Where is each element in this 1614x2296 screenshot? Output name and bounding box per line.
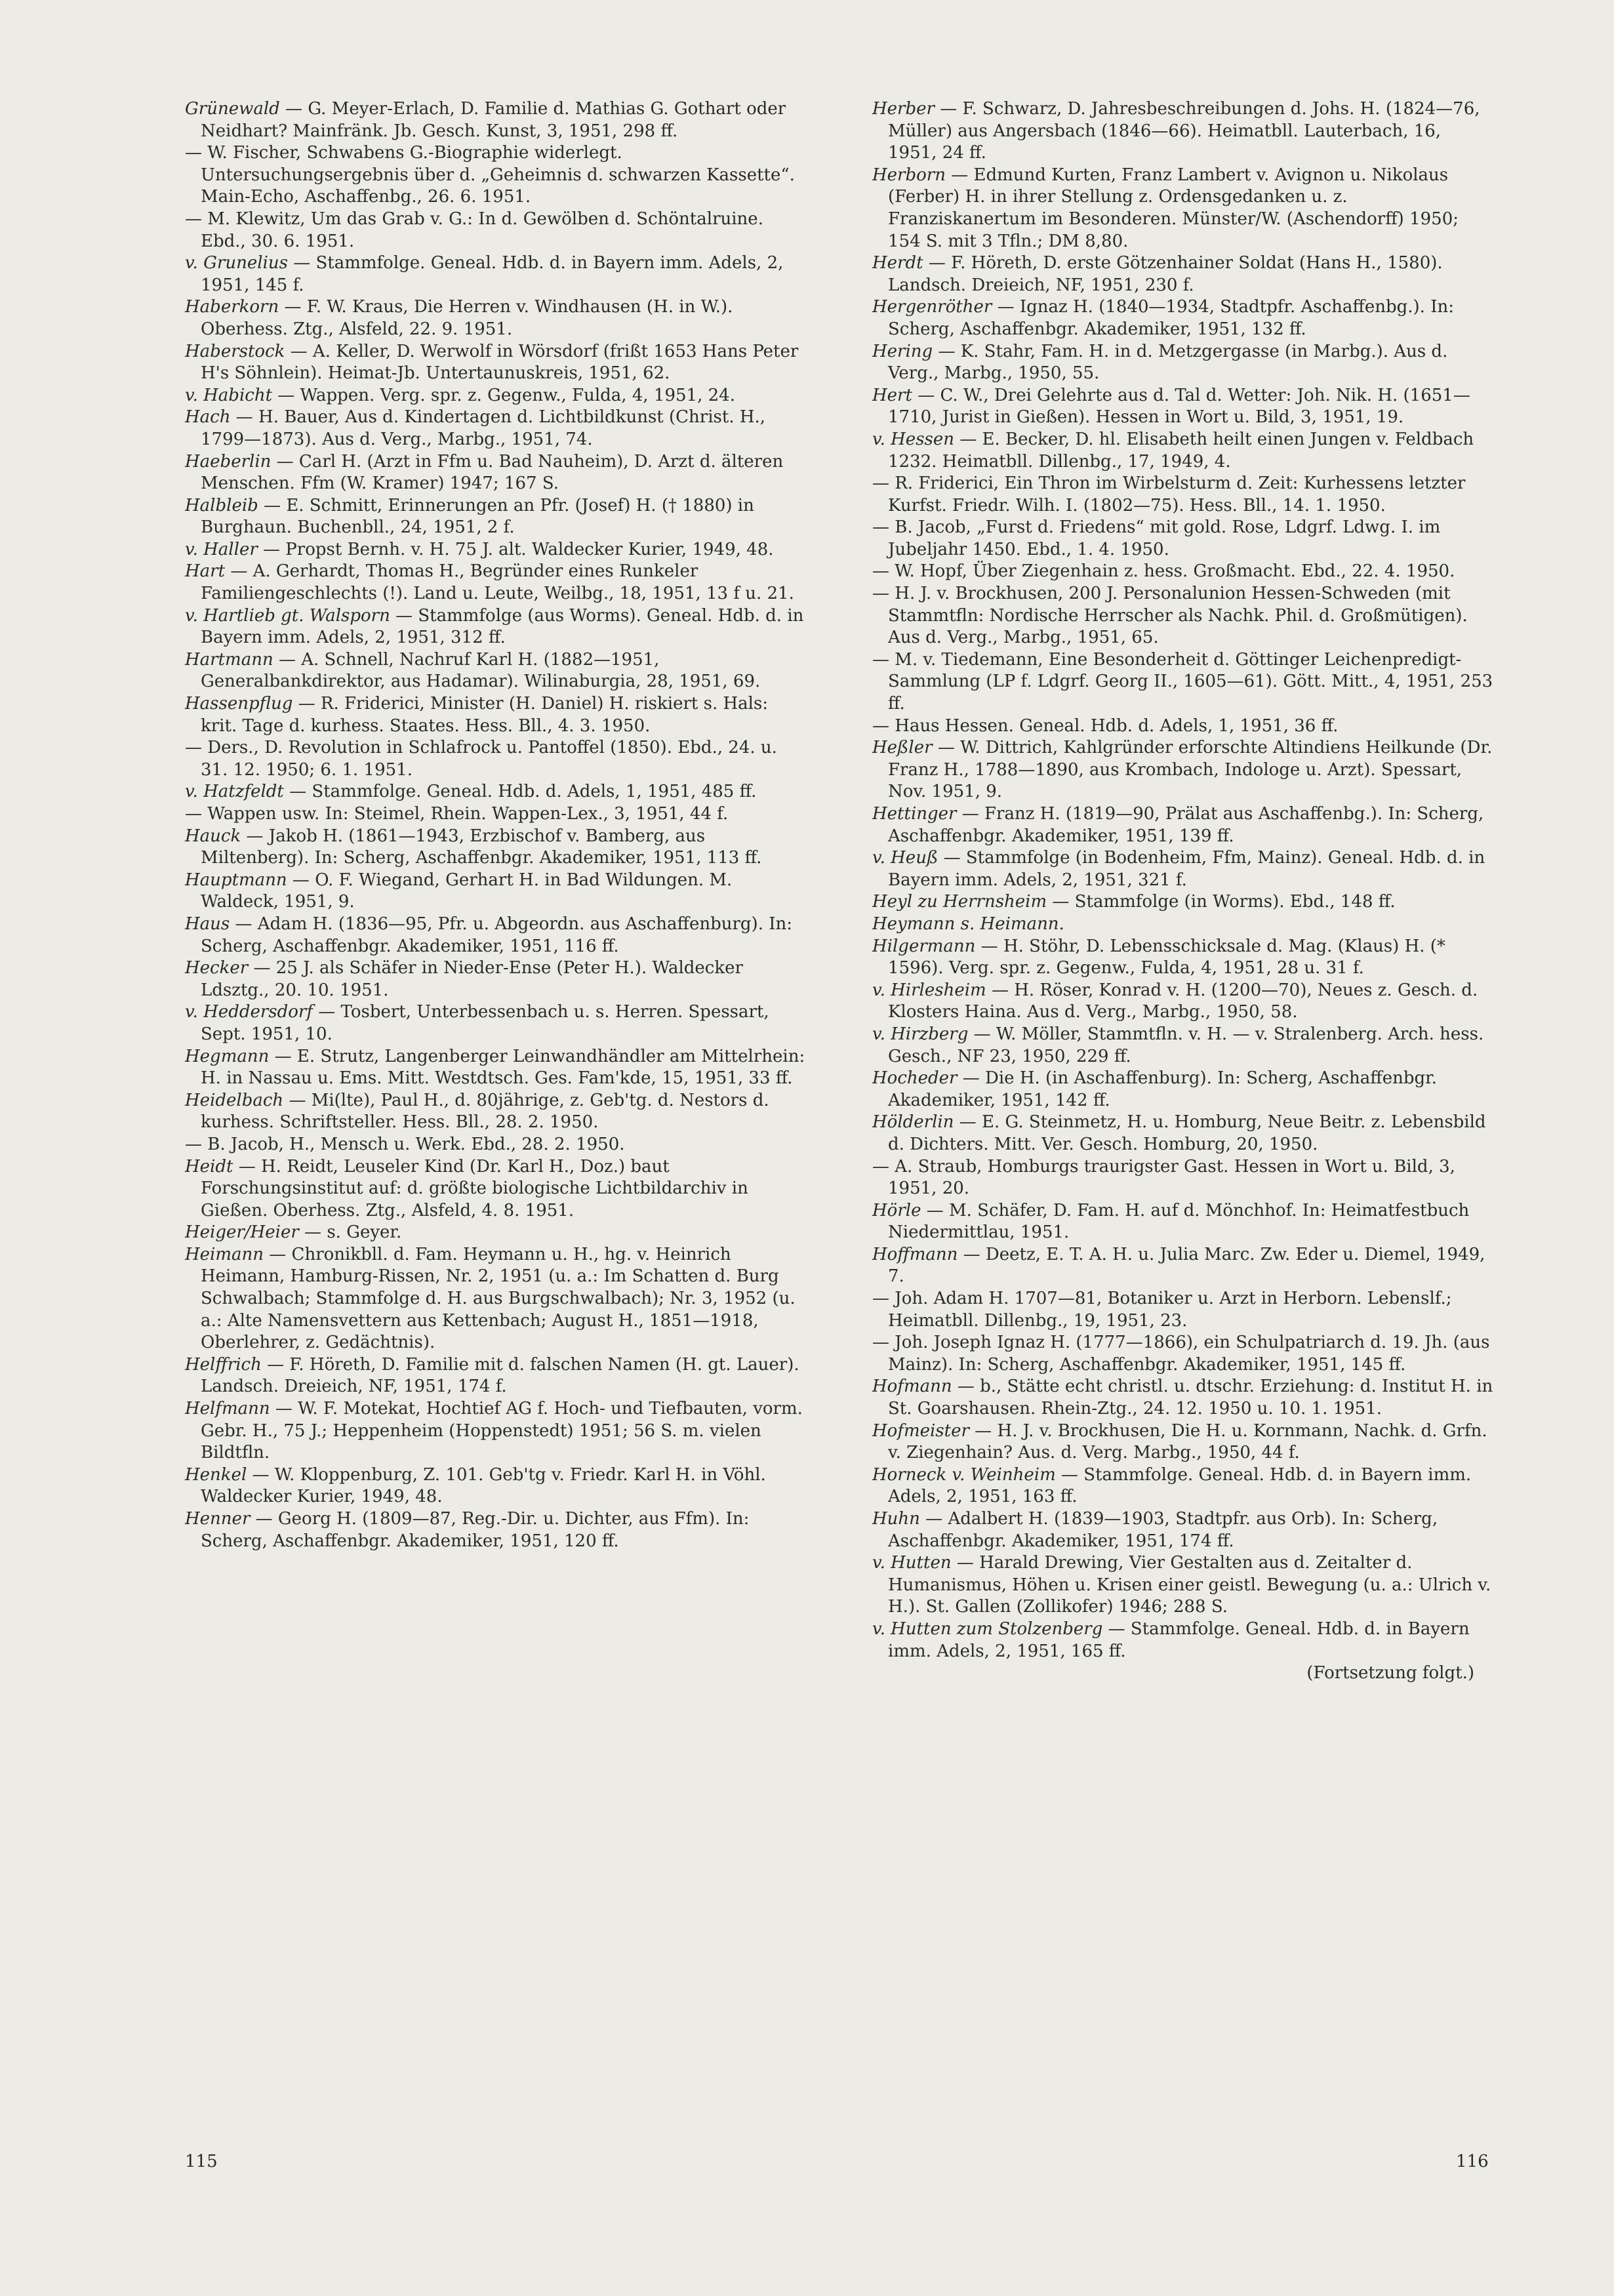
entry-text: — Joh. Joseph Ignaz H. (1777—1866), ein Schulpatriarch d. 19. Jh. (aus Mainz). In: Scherg, Aschaffenbgr. Akademiker, 1951, 145 ff. bbox=[872, 1333, 1490, 1375]
entry-text: — F. Schwarz, D. Jahresbeschreibungen d. Johs. H. (1824—76, Müller) aus Angersbach (1846—66). Heimatbll. Lauterbach, 16, 1951, 24 ff. bbox=[888, 99, 1480, 163]
entry-text: — W. Möller, Stammtfln. v. H. — v. Stralenberg. Arch. hess. Gesch., NF 23, 1950, 229 ff. bbox=[888, 1024, 1484, 1066]
index-entry bbox=[185, 826, 805, 870]
index-entry bbox=[872, 715, 1494, 738]
index-entry bbox=[872, 561, 1494, 583]
entry-heading: Hettinger bbox=[872, 804, 957, 824]
entry-text: — 25 J. als Schäfer in Nieder-Ense (Peter H.). Waldecker Ldsztg., 20. 10. 1951. bbox=[201, 958, 743, 1000]
entry-text: — E. Schmitt, Erinnerungen an Pfr. (Josef) H. († 1880) in Burghaun. Buchenbll., 24, 1951, 2 f. bbox=[201, 495, 754, 538]
index-entry bbox=[872, 583, 1494, 649]
index-entry bbox=[185, 1001, 805, 1045]
entry-heading: Horneck v. Weinheim bbox=[872, 1464, 1056, 1485]
entry-heading: Hart bbox=[185, 561, 226, 582]
index-entry bbox=[185, 407, 805, 451]
index-entry bbox=[185, 1134, 805, 1156]
entry-heading: Hassenpflug bbox=[185, 694, 293, 714]
entry-text: — G. Meyer-Erlach, D. Familie d. Mathias G. Gothart oder Neidhart? Mainfränk. Jb. Gesch. Kunst, 3, 1951, 298 ff. bbox=[201, 99, 786, 141]
entry-text: — W. Hopf, Über Ziegenhain z. hess. Großmacht. Ebd., 22. 4. 1950. bbox=[872, 561, 1455, 582]
index-entry bbox=[185, 957, 805, 1001]
right-column bbox=[872, 98, 1494, 1685]
entry-text: — E. Becker, D. hl. Elisabeth heilt einen Jungen v. Feldbach 1232. Heimatbll. Dillenbg., 17, 1949, 4. bbox=[888, 429, 1474, 472]
entry-text: — F. W. Kraus, Die Herren v. Windhausen (H. in W.). Oberhess. Ztg., Alsfeld, 22. 9. 1951. bbox=[201, 297, 733, 339]
index-entry bbox=[185, 341, 805, 385]
entry-text: — Ders., D. Revolution in Schlafrock u. Pantoffel (1850). Ebd., 24. u. 31. 12. 1950; 6. 1. 1951. bbox=[185, 738, 777, 780]
continuation-note: (Fortsetzung folgt.) bbox=[1306, 1663, 1474, 1683]
entry-heading: Hert bbox=[872, 385, 912, 405]
index-entry bbox=[872, 737, 1494, 803]
index-entry bbox=[872, 165, 1494, 252]
index-entry bbox=[872, 1376, 1494, 1420]
entry-heading: Herborn bbox=[872, 165, 946, 185]
index-entry bbox=[185, 539, 805, 561]
index-entry bbox=[872, 1024, 1494, 1068]
entry-text: — H. Röser, Konrad v. H. (1200—70), Neues z. Gesch. d. Klosters Haina. Aus d. Verg., Marbg., 1950, 58. bbox=[888, 980, 1478, 1022]
index-entry bbox=[185, 803, 805, 826]
index-entry bbox=[185, 737, 805, 781]
index-entry bbox=[872, 1244, 1494, 1288]
index-entry bbox=[185, 914, 805, 957]
entry-heading: Hartmann bbox=[185, 649, 273, 670]
entry-text: — Franz H. (1819—90, Prälat aus Aschaffenbg.). In: Scherg, Aschaffenbgr. Akademiker, 1951, 139 ff. bbox=[888, 804, 1484, 846]
entry-heading: Herdt bbox=[872, 253, 923, 273]
entry-text: — A. Schnell, Nachruf Karl H. (1882—1951, Generalbankdirektor, aus Hadamar). Wilinaburgia, 28, 1951, 69. bbox=[201, 649, 761, 692]
index-entry bbox=[185, 385, 805, 407]
entry-heading: Hoffmann bbox=[872, 1244, 958, 1264]
entry-heading: v. Hirlesheim bbox=[872, 980, 986, 1000]
index-entry bbox=[185, 1464, 805, 1508]
entry-heading: Henner bbox=[185, 1509, 251, 1529]
entry-text: — Georg H. (1809—87, Reg.-Dir. u. Dichter, aus Ffm). In: Scherg, Aschaffenbgr. Akademiker, 1951, 120 ff. bbox=[201, 1509, 750, 1551]
entry-text: — Edmund Kurten, Franz Lambert v. Avignon u. Nikolaus (Ferber) H. in ihrer Stellung z. Ordensgedanken u. z. Franziskanertum im Besonderen. Münster/W. (Aschendorff) 1950; 154 S. mit 3 Tfln.; DM 8,80. bbox=[888, 165, 1459, 251]
index-entry bbox=[185, 252, 805, 296]
entry-text: — Adalbert H. (1839—1903, Stadtpfr. aus Orb). In: Scherg, Aschaffenbgr. Akademiker, 1951, 174 ff. bbox=[888, 1509, 1438, 1551]
entry-text: — Stammfolge (aus Worms). Geneal. Hdb. d. in Bayern imm. Adels, 2, 1951, 312 ff. bbox=[201, 605, 804, 648]
index-entry bbox=[872, 1464, 1494, 1508]
entry-heading: Haberstock bbox=[185, 341, 285, 361]
index-entry bbox=[185, 1354, 805, 1398]
entry-heading: Hölderlin bbox=[872, 1112, 954, 1133]
index-entry bbox=[872, 914, 1494, 936]
index-entry bbox=[872, 296, 1494, 340]
entry-text: — Ignaz H. (1840—1934, Stadtpfr. Aschaffenbg.). In: Scherg, Aschaffenbgr. Akademiker, 1951, 132 ff. bbox=[888, 297, 1454, 339]
index-entry bbox=[872, 891, 1494, 914]
entry-heading: Heyl zu Herrnsheim bbox=[872, 892, 1047, 912]
entry-text: — W. Fischer, Schwabens G.-Biographie widerlegt. Untersuchungsergebnis über d. „Geheimnis d. schwarzen Kassette“. Main-Echo, Aschaffenbg., 26. 6. 1951. bbox=[185, 143, 795, 207]
entry-text: — F. Höreth, D. erste Götzenhainer Soldat (Hans H., 1580). Landsch. Dreieich, NF, 1951, 230 f. bbox=[888, 253, 1443, 295]
index-entry bbox=[872, 847, 1494, 891]
entry-text: — O. F. Wiegand, Gerhart H. in Bad Wildungen. M. Waldeck, 1951, 9. bbox=[201, 870, 733, 912]
entry-heading: Heymann s. Heimann. bbox=[872, 914, 1064, 934]
entry-heading: Heßler bbox=[872, 738, 933, 758]
index-entry bbox=[185, 296, 805, 340]
entry-heading: Heidelbach bbox=[185, 1090, 284, 1110]
entry-heading: Heidt bbox=[185, 1156, 233, 1177]
index-entry bbox=[872, 1552, 1494, 1619]
entry-text: — Haus Hessen. Geneal. Hdb. d. Adels, 1, 1951, 36 ff. bbox=[872, 715, 1339, 736]
entry-text: — Mi(lte), Paul H., d. 80jährige, z. Geb'tg. d. Nestors d. kurhess. Schriftsteller. Hess. Bll., 28. 2. 1950. bbox=[201, 1090, 769, 1133]
index-entry bbox=[872, 252, 1494, 296]
entry-heading: Haus bbox=[185, 914, 230, 934]
entry-text: — R. Friderici, Ein Thron im Wirbelsturm d. Zeit: Kurhessens letzter Kurfst. Friedr. Wilh. I. (1802—75). Hess. Bll., 14. 1. 1950. bbox=[872, 473, 1466, 515]
entry-text: — b., Stätte echt christl. u. dtschr. Erziehung: d. Institut H. in St. Goarshausen. Rhein-Ztg., 24. 12. 1950 u. 10. 1. 1951. bbox=[888, 1377, 1493, 1419]
entry-heading: Heimann bbox=[185, 1244, 264, 1264]
entry-text: — Wappen. Verg. spr. z. Gegenw., Fulda, 4, 1951, 24. bbox=[272, 385, 735, 405]
entry-text: — Deetz, E. T. A. H. u. Julia Marc. Zw. Eder u. Diemel, 1949, 7. bbox=[888, 1244, 1485, 1287]
entry-text: — W. Dittrich, Kahlgründer erforschte Altindiens Heilkunde (Dr. Franz H., 1788—1890, aus Krombach, Indologe u. Arzt). Spessart, Nov. 1951, 9. bbox=[888, 738, 1493, 802]
index-entry bbox=[185, 693, 805, 737]
entry-text: — H. J. v. Brockhusen, Die H. u. Kornmann, Nachk. d. Grfn. v. Ziegenhain? Aus. d. Verg. Marbg., 1950, 44 f. bbox=[888, 1420, 1487, 1463]
index-entry bbox=[185, 1398, 805, 1464]
entry-text: — s. Geyer. bbox=[298, 1222, 402, 1243]
entry-text: — Tosbert, Unterbessenbach u. s. Herren. Spessart, Sept. 1951, 10. bbox=[201, 1002, 769, 1044]
entry-heading: Hofmann bbox=[872, 1377, 952, 1397]
entry-text: — M. Schäfer, D. Fam. H. auf d. Mönchhof. In: Heimatfestbuch Niedermittlau, 1951. bbox=[888, 1200, 1470, 1243]
entry-heading: Hauptmann bbox=[185, 870, 287, 890]
index-entry bbox=[872, 517, 1494, 561]
entry-text: — M. v. Tiedemann, Eine Besonderheit d. Göttinger Leichenpredigt-Sammlung (LP f. Ldgrf. Georg II., 1605—61). Gött. Mitt., 4, 1951, 253 ff. bbox=[872, 649, 1493, 714]
entry-heading: Henkel bbox=[185, 1464, 247, 1485]
index-entry bbox=[185, 495, 805, 539]
entry-text: — Stammfolge (in Worms). Ebd., 148 ff. bbox=[1047, 892, 1396, 912]
index-entry bbox=[872, 1288, 1494, 1332]
entry-heading: v. Hirzberg bbox=[872, 1024, 969, 1044]
index-entry bbox=[185, 98, 805, 142]
index-entry bbox=[185, 649, 805, 693]
entry-heading: Hergenröther bbox=[872, 297, 992, 317]
entry-text: — E. G. Steinmetz, H. u. Homburg, Neue Beitr. z. Lebensbild d. Dichters. Mitt. Ver. Gesch. Homburg, 20, 1950. bbox=[888, 1112, 1486, 1154]
index-entry bbox=[872, 1112, 1494, 1156]
entry-heading: Hörle bbox=[872, 1200, 921, 1220]
entry-text: — Stammfolge. Geneal. Hdb. d. Adels, 1, 1951, 485 ff. bbox=[283, 782, 757, 802]
index-entry bbox=[185, 1090, 805, 1134]
index-entry bbox=[872, 1068, 1494, 1112]
entry-text: — Carl H. (Arzt in Ffm u. Bad Nauheim), D. Arzt d. älteren Menschen. Ffm (W. Kramer) 1947; 167 S. bbox=[201, 451, 784, 494]
entry-heading: Huhn bbox=[872, 1509, 920, 1529]
entry-heading: v. Habicht bbox=[185, 385, 273, 405]
entry-heading: v. Heuß bbox=[872, 848, 938, 868]
entry-heading: Halbleib bbox=[185, 495, 258, 515]
index-entry bbox=[185, 451, 805, 495]
index-entry bbox=[185, 870, 805, 914]
index-entry bbox=[872, 429, 1494, 473]
entry-heading: v. Hutten bbox=[872, 1553, 952, 1573]
entry-text: — Stammfolge. Geneal. Hdb. d. in Bayern imm. Adels, 2, 1951, 163 ff. bbox=[888, 1464, 1472, 1507]
entry-heading: v. Hartlieb gt. Walsporn bbox=[185, 605, 390, 626]
entry-heading: Helffrich bbox=[185, 1354, 262, 1375]
entry-text: — A. Gerhardt, Thomas H., Begründer eines Runkeler Familiengeschlechts (!). Land u. Leute, Weilbg., 18, 1951, 13 f u. 21. bbox=[201, 561, 794, 604]
entry-text: — H. Stöhr, D. Lebensschicksale d. Mag. (Klaus) H. (* 1596). Verg. spr. z. Gegenw., Fulda, 4, 1951, 28 u. 31 f. bbox=[888, 936, 1445, 978]
entry-text: — K. Stahr, Fam. H. in d. Metzgergasse (in Marbg.). Aus d. Verg., Marbg., 1950, 55. bbox=[888, 341, 1448, 384]
index-entry bbox=[872, 980, 1494, 1024]
entry-heading: Herber bbox=[872, 99, 935, 119]
entry-heading: Hauck bbox=[185, 826, 241, 846]
entry-heading: Hering bbox=[872, 341, 933, 361]
entry-heading: Grünewald bbox=[185, 99, 280, 119]
entry-heading: v. Grunelius bbox=[185, 253, 288, 273]
entry-heading: Hofmeister bbox=[872, 1420, 969, 1441]
entry-text: — A. Keller, D. Werwolf in Wörsdorf (frißt 1653 Hans Peter H's Söhnlein). Heimat-Jb. Untertaunuskreis, 1951, 62. bbox=[201, 341, 799, 384]
index-entry bbox=[872, 385, 1494, 429]
entry-text: — C. W., Drei Gelehrte aus d. Tal d. Wetter: Joh. Nik. H. (1651—1710, Jurist in Gießen). Hessen in Wort u. Bild, 3, 1951, 19. bbox=[888, 385, 1470, 428]
entry-text: — Stammfolge. Geneal. Hdb. d. in Bayern imm. Adels, 2, 1951, 145 f. bbox=[201, 253, 784, 295]
index-entry bbox=[185, 142, 805, 209]
entry-text: — Propst Bernh. v. H. 75 J. alt. Waldecker Kurier, 1949, 48. bbox=[257, 539, 774, 559]
entry-text: — M. Klewitz, Um das Grab v. G.: In d. Gewölben d. Schöntalruine. Ebd., 30. 6. 1951. bbox=[185, 209, 763, 251]
entry-heading: Heiger/Heier bbox=[185, 1222, 299, 1243]
entry-text: — R. Friderici, Minister (H. Daniel) H. riskiert s. Hals: krit. Tage d. kurhess. Staates. Hess. Bll., 4. 3. 1950. bbox=[201, 694, 769, 736]
entry-text: — Jakob H. (1861—1943, Erzbischof v. Bamberg, aus Miltenberg). In: Scherg, Aschaffenbgr. Akademiker, 1951, 113 ff. bbox=[201, 826, 762, 868]
entry-heading: Hecker bbox=[185, 958, 249, 978]
index-entry bbox=[872, 1200, 1494, 1244]
entry-heading: Hach bbox=[185, 407, 231, 428]
index-entry bbox=[872, 1619, 1494, 1662]
index-entry bbox=[185, 209, 805, 252]
entry-heading: Hegmann bbox=[185, 1046, 270, 1066]
index-entry bbox=[872, 473, 1494, 517]
page-number-right: 116 bbox=[1456, 2152, 1489, 2171]
entry-text: — W. Kloppenburg, Z. 101. Geb'tg v. Friedr. Karl H. in Vöhl. Waldecker Kurier, 1949, 48. bbox=[201, 1464, 766, 1507]
entry-text: — H. J. v. Brockhusen, 200 J. Personalunion Hessen-Schweden (mit Stammtfln: Nordische Herrscher als Nachk. Phil. d. Großmütigen). Aus d. Verg., Marbg., 1951, 65. bbox=[872, 584, 1468, 648]
index-entry bbox=[185, 1508, 805, 1552]
index-entry bbox=[185, 1156, 805, 1222]
index-entry bbox=[872, 98, 1494, 165]
entry-text: — E. Strutz, Langenberger Leinwandhändler am Mittelrhein: H. in Nassau u. Ems. Mitt. Westdtsch. Ges. Fam'kde, 15, 1951, 33 ff. bbox=[201, 1046, 805, 1089]
entry-heading: Haberkorn bbox=[185, 297, 279, 317]
entry-text: — Wappen usw. In: Steimel, Rhein. Wappen-Lex., 3, 1951, 44 f. bbox=[185, 804, 729, 824]
entry-text: — B. Jacob, „Furst d. Friedens“ mit gold. Rose, Ldgrf. Ldwg. I. im Jubeljahr 1450. Ebd., 1. 4. 1950. bbox=[872, 517, 1441, 559]
entry-text: — H. Reidt, Leuseler Kind (Dr. Karl H., Doz.) baut Forschungsinstitut auf: d. größte biologische Lichtbildarchiv in Gießen. Oberhess. Ztg., Alsfeld, 4. 8. 1951. bbox=[201, 1156, 748, 1220]
entry-heading: v. Haller bbox=[185, 539, 258, 559]
index-entry bbox=[872, 803, 1494, 847]
entry-text: — Stammfolge (in Bodenheim, Ffm, Mainz). Geneal. Hdb. d. in Bayern imm. Adels, 2, 1951, 321 f. bbox=[888, 848, 1485, 890]
entry-text: — A. Straub, Homburgs traurigster Gast. Hessen in Wort u. Bild, 3, 1951, 20. bbox=[872, 1156, 1455, 1199]
index-entry bbox=[185, 605, 805, 649]
entry-text: — F. Höreth, D. Familie mit d. falschen Namen (H. gt. Lauer). Landsch. Dreieich, NF, 1951, 174 f. bbox=[201, 1354, 799, 1397]
entry-heading: Hocheder bbox=[872, 1068, 958, 1089]
entry-text: — Harald Drewing, Vier Gestalten aus d. Zeitalter d. Humanismus, Höhen u. Krisen einer geistl. Bewegung (u. a.: Ulrich v. H.). St. Gallen (Zollikofer) 1946; 288 S. bbox=[888, 1553, 1491, 1617]
entry-text: — W. F. Motekat, Hochtief AG f. Hoch- und Tiefbauten, vorm. Gebr. H., 75 J.; Heppenheim (Hoppenstedt) 1951; 56 S. m. vielen Bildtfln. bbox=[201, 1399, 803, 1463]
index-entry bbox=[872, 1332, 1494, 1376]
entry-text: — Adam H. (1836—95, Pfr. u. Abgeordn. aus Aschaffenburg). In: Scherg, Aschaffenbgr. Akademiker, 1951, 116 ff. bbox=[201, 914, 792, 956]
index-entry bbox=[872, 1420, 1494, 1464]
index-entry bbox=[872, 936, 1494, 980]
index-entry bbox=[185, 1046, 805, 1090]
index-entry bbox=[872, 1508, 1494, 1552]
entry-heading: v. Hatzfeldt bbox=[185, 782, 284, 802]
entry-text: — Chronikbll. d. Fam. Heymann u. H., hg. v. Heinrich Heimann, Hamburg-Rissen, Nr. 2, 1951 (u. a.: Im Schatten d. Burg Schwalbach; Stammfolge d. H. aus Burgschwalbach); Nr. 3, 1952 (u. a.: Alte Namensvettern aus Kettenbach; August H., 1851—1918, Oberlehrer, z. Gedächtnis). bbox=[201, 1244, 796, 1353]
entry-heading: Helfmann bbox=[185, 1399, 270, 1419]
entry-heading: Haeberlin bbox=[185, 451, 272, 472]
left-column bbox=[185, 98, 805, 1552]
index-entry bbox=[185, 1222, 805, 1244]
entry-text: — B. Jacob, H., Mensch u. Werk. Ebd., 28. 2. 1950. bbox=[185, 1134, 625, 1154]
entry-text: — Joh. Adam H. 1707—81, Botaniker u. Arzt in Herborn. Lebenslf.; Heimatbll. Dillenbg., 19, 1951, 23. bbox=[872, 1289, 1452, 1331]
index-entry bbox=[185, 561, 805, 605]
index-entry bbox=[872, 649, 1494, 715]
index-entry bbox=[185, 781, 805, 803]
entry-text: — Die H. (in Aschaffenburg). In: Scherg, Aschaffenbgr. Akademiker, 1951, 142 ff. bbox=[888, 1068, 1437, 1110]
entry-heading: v. Hessen bbox=[872, 429, 955, 449]
entry-text: — H. Bauer, Aus d. Kindertagen d. Lichtbildkunst (Christ. H., 1799—1873). Aus d. Verg., Marbg., 1951, 74. bbox=[201, 407, 766, 449]
entry-heading: Hilgermann bbox=[872, 936, 976, 956]
entry-text: — Stammfolge. Geneal. Hdb. d. in Bayern imm. Adels, 2, 1951, 165 ff. bbox=[888, 1619, 1470, 1661]
index-entry bbox=[872, 341, 1494, 385]
page-number-left: 115 bbox=[185, 2152, 218, 2171]
entry-heading: v. Heddersdorf bbox=[185, 1002, 313, 1022]
index-entry bbox=[872, 1156, 1494, 1200]
index-entry bbox=[185, 1244, 805, 1354]
entry-heading: v. Hutten zum Stolzenberg bbox=[872, 1619, 1103, 1639]
